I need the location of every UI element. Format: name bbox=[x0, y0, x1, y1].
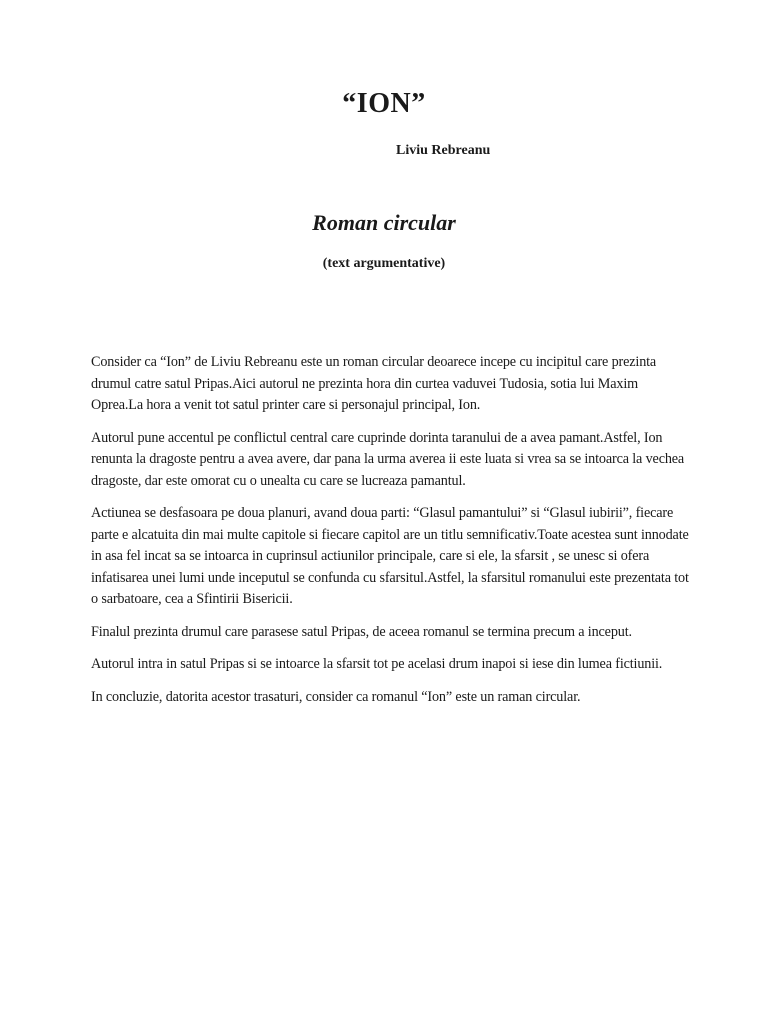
paragraph: Actiunea se desfasoara pe doua planuri, avand doua parti: “Glasul pamantului” si “Glasul iubirii”, fiecare parte e alcatuita din mai multe capitole si fiecare capitol are un titlu semnificativ.Toate acestea sunt innodate in asa fel incat sa se intoarca in cuprinsul actiunilor principale, care si ele, la sfarsit , se unesc si ofera infatisarea unei lumi unde inceputul se confunda cu sfarsitul.Astfel, la sfarsitul romanului este prezentata tot o sarbatoare, cea a Sfintirii Bisericii. bbox=[91, 505, 689, 607]
document-body bbox=[91, 352, 691, 719]
document-title: “ION” bbox=[342, 88, 426, 119]
paragraph: Autorul intra in satul Pripas si se intoarce la sfarsit tot pe acelasi drum inapoi si iese din lumea fictiunii. bbox=[91, 656, 663, 672]
paragraph: Finalul prezinta drumul care parasese satul Pripas, de aceea romanul se termina precum a inceput. bbox=[91, 623, 632, 640]
text-type-note: (text argumentative) bbox=[322, 256, 446, 271]
paragraph: Autorul pune accentul pe conflictul central care cuprinde dorinta taranului de a avea pamant.Astfel, Ion renunta la dragoste pentru a avea avere, dar pana la urma averea ii este luata si vrea sa se intoarca la vechea dragoste, dar este omorat cu o unealta cu care se lucreaza pamantul. bbox=[91, 429, 685, 489]
paragraph: In concluzie, datorita acestor trasaturi, consider ca romanul “Ion” este un raman circular. bbox=[91, 688, 581, 705]
document-subtitle: Roman circular bbox=[312, 210, 456, 235]
paragraph: Consider ca “Ion” de Liviu Rebreanu este un roman circular deoarece incepe cu incipitul care prezinta drumul catre satul Pripas.Aici autorul ne prezinta hora din curtea vaduvei Tudosia, sotia lui Maxim Oprea.La hora a venit tot satul printer care si personajul principal, Ion. bbox=[91, 354, 657, 413]
author-name: Liviu Rebreanu bbox=[396, 143, 491, 158]
